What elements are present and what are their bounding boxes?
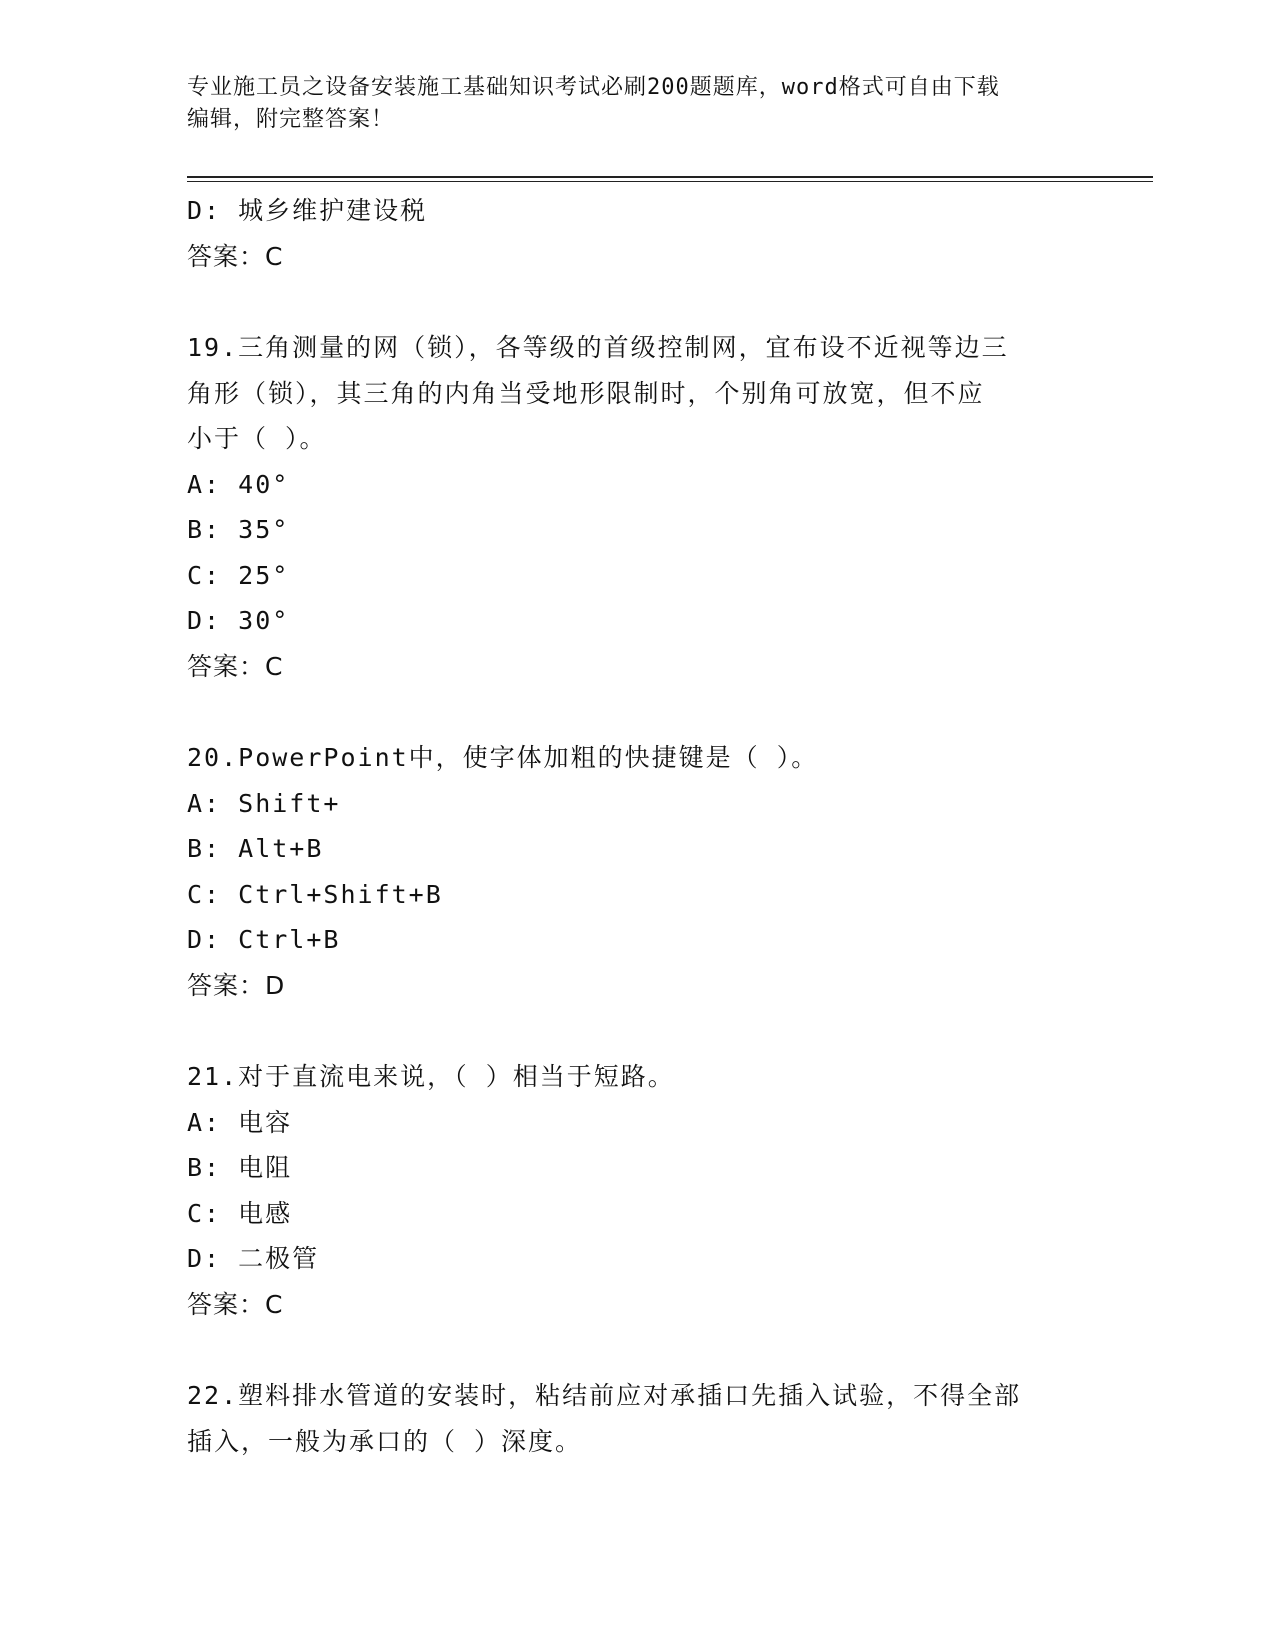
spacer [187, 1327, 1087, 1373]
question-20 [187, 735, 1087, 1008]
question-text-line: 插入，一般为承口的（ ）深度。 [187, 1426, 583, 1456]
option-c: C: 25° [187, 560, 290, 590]
option-b: B: Alt+B [187, 834, 324, 863]
document-header [187, 72, 1067, 136]
option-b: B: 电阻 [187, 1153, 293, 1182]
question-19 [187, 325, 1087, 689]
answer-line: 答案：C [187, 241, 284, 271]
answer-line: 答案：D [187, 970, 286, 1000]
option-d: D: 二极管 [187, 1244, 320, 1273]
option-b: B: 35° [187, 515, 290, 544]
option-c: C: Ctrl+Shift+B [187, 879, 443, 909]
question-18-tail [187, 188, 1087, 279]
answer-line: 答案：C [187, 1289, 284, 1319]
option-a: A: 电容 [187, 1107, 293, 1137]
question-22 [187, 1373, 1087, 1464]
question-text-line: 角形（锁），其三角的内角当受地形限制时，个别角可放宽，但不应 [187, 378, 985, 408]
document-body [187, 188, 1087, 1464]
option-d: D: 城乡维护建设税 [187, 196, 428, 225]
question-text-line: 21.对于直流电来说，（ ）相当于短路。 [187, 1062, 675, 1091]
option-d: D: Ctrl+B [187, 925, 341, 954]
answer-line: 答案：C [187, 651, 284, 681]
option-a: A: Shift+ [187, 788, 341, 818]
header-divider-thick [187, 176, 1153, 178]
header-divider-thin [187, 181, 1153, 182]
header-line-2: 编辑，附完整答案！ [187, 107, 395, 132]
question-text-line: 小于（ ）。 [187, 424, 327, 453]
question-text-line: 22.塑料排水管道的安装时，粘结前应对承插口先插入试验，不得全部 [187, 1381, 1022, 1410]
option-c: C: 电感 [187, 1198, 293, 1228]
option-d: D: 30° [187, 606, 290, 635]
spacer [187, 1008, 1087, 1054]
spacer [187, 279, 1087, 325]
question-21 [187, 1054, 1087, 1327]
spacer [187, 689, 1087, 735]
question-text-line: 20.PowerPoint中，使字体加粗的快捷键是（ ）。 [187, 743, 819, 772]
option-a: A: 40° [187, 469, 290, 499]
question-text-line: 19.三角测量的网（锁），各等级的首级控制网，宜布设不近视等边三 [187, 333, 1009, 362]
header-line-1: 专业施工员之设备安装施工基础知识考试必刷200题题库，word格式可自由下载 [187, 75, 1000, 100]
